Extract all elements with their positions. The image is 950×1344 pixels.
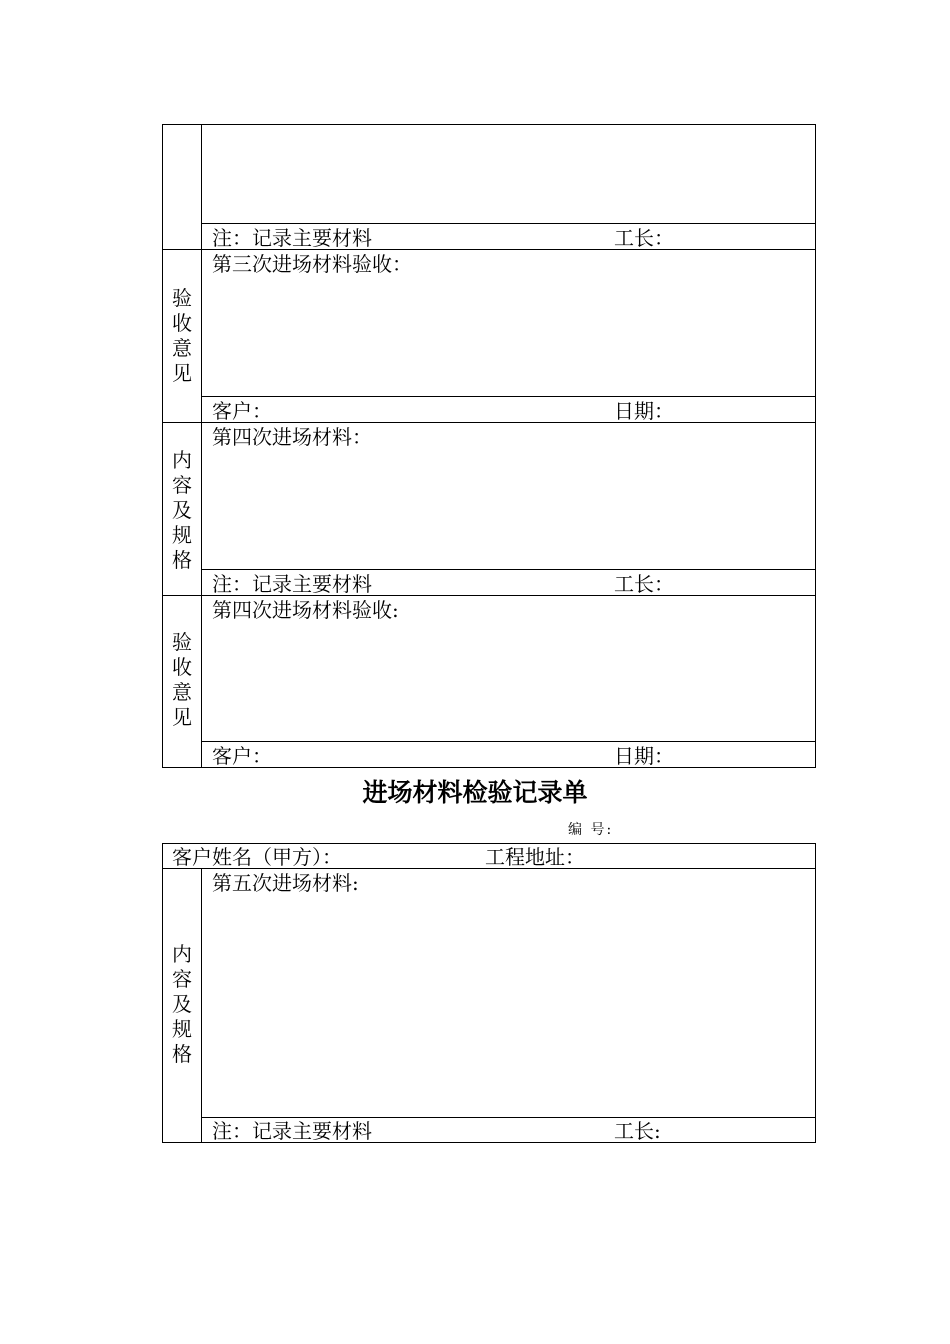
side-label-char: 意 xyxy=(172,336,192,360)
side-label-char: 规 xyxy=(172,1017,192,1041)
side-label-char: 验 xyxy=(172,630,192,654)
acceptance-opinion-side-label xyxy=(163,630,201,730)
side-label-char: 格 xyxy=(172,1042,192,1066)
side-label-char: 意 xyxy=(172,680,192,704)
customer-label: 客户： xyxy=(212,744,272,768)
side-label-char: 见 xyxy=(172,705,192,729)
customer-label: 客户： xyxy=(212,399,272,423)
side-label-char: 及 xyxy=(172,992,192,1016)
side-label-char: 见 xyxy=(172,361,192,385)
row-divider xyxy=(201,569,816,570)
foreman-label: 工长： xyxy=(614,226,674,250)
serial-number-label: 编 号: xyxy=(568,822,614,838)
side-label-char: 容 xyxy=(172,473,192,497)
customer-name-label: 客户姓名（甲方）： xyxy=(172,845,342,869)
acceptance-opinion-side-label xyxy=(163,286,201,386)
side-label-char: 内 xyxy=(172,942,192,966)
side-label-char: 规 xyxy=(172,523,192,547)
bottom-table-label-column-divider xyxy=(201,868,202,1143)
note-record-main-materials: 注：记录主要材料 xyxy=(212,1119,372,1143)
fourth-delivery-materials-heading: 第四次进场材料： xyxy=(212,425,372,449)
foreman-label: 工长: xyxy=(614,1119,661,1143)
side-label-char: 内 xyxy=(172,448,192,472)
side-label-char: 及 xyxy=(172,498,192,522)
side-label-char: 容 xyxy=(172,967,192,991)
foreman-label: 工长： xyxy=(614,572,674,596)
side-label-char: 格 xyxy=(172,548,192,572)
date-label: 日期： xyxy=(614,744,674,768)
side-label-char: 收 xyxy=(172,655,192,679)
project-address-label: 工程地址： xyxy=(485,845,585,869)
form-title: 进场材料检验记录单 xyxy=(362,778,588,807)
side-label-char: 收 xyxy=(172,311,192,335)
row-divider xyxy=(201,396,816,397)
row-divider xyxy=(201,741,816,742)
content-and-specs-side-label xyxy=(163,942,201,1067)
row-divider xyxy=(201,1117,816,1118)
top-table-label-column-divider xyxy=(201,124,202,768)
content-and-specs-side-label xyxy=(163,448,201,573)
note-record-main-materials: 注：记录主要材料 xyxy=(212,226,372,250)
fifth-delivery-materials-heading: 第五次进场材料: xyxy=(212,871,359,895)
third-delivery-acceptance-heading: 第三次进场材料验收： xyxy=(212,252,412,276)
note-record-main-materials: 注：记录主要材料 xyxy=(212,572,372,596)
date-label: 日期： xyxy=(614,399,674,423)
fourth-delivery-acceptance-heading: 第四次进场材料验收: xyxy=(212,598,399,622)
row-divider xyxy=(201,223,816,224)
side-label-char: 验 xyxy=(172,286,192,310)
